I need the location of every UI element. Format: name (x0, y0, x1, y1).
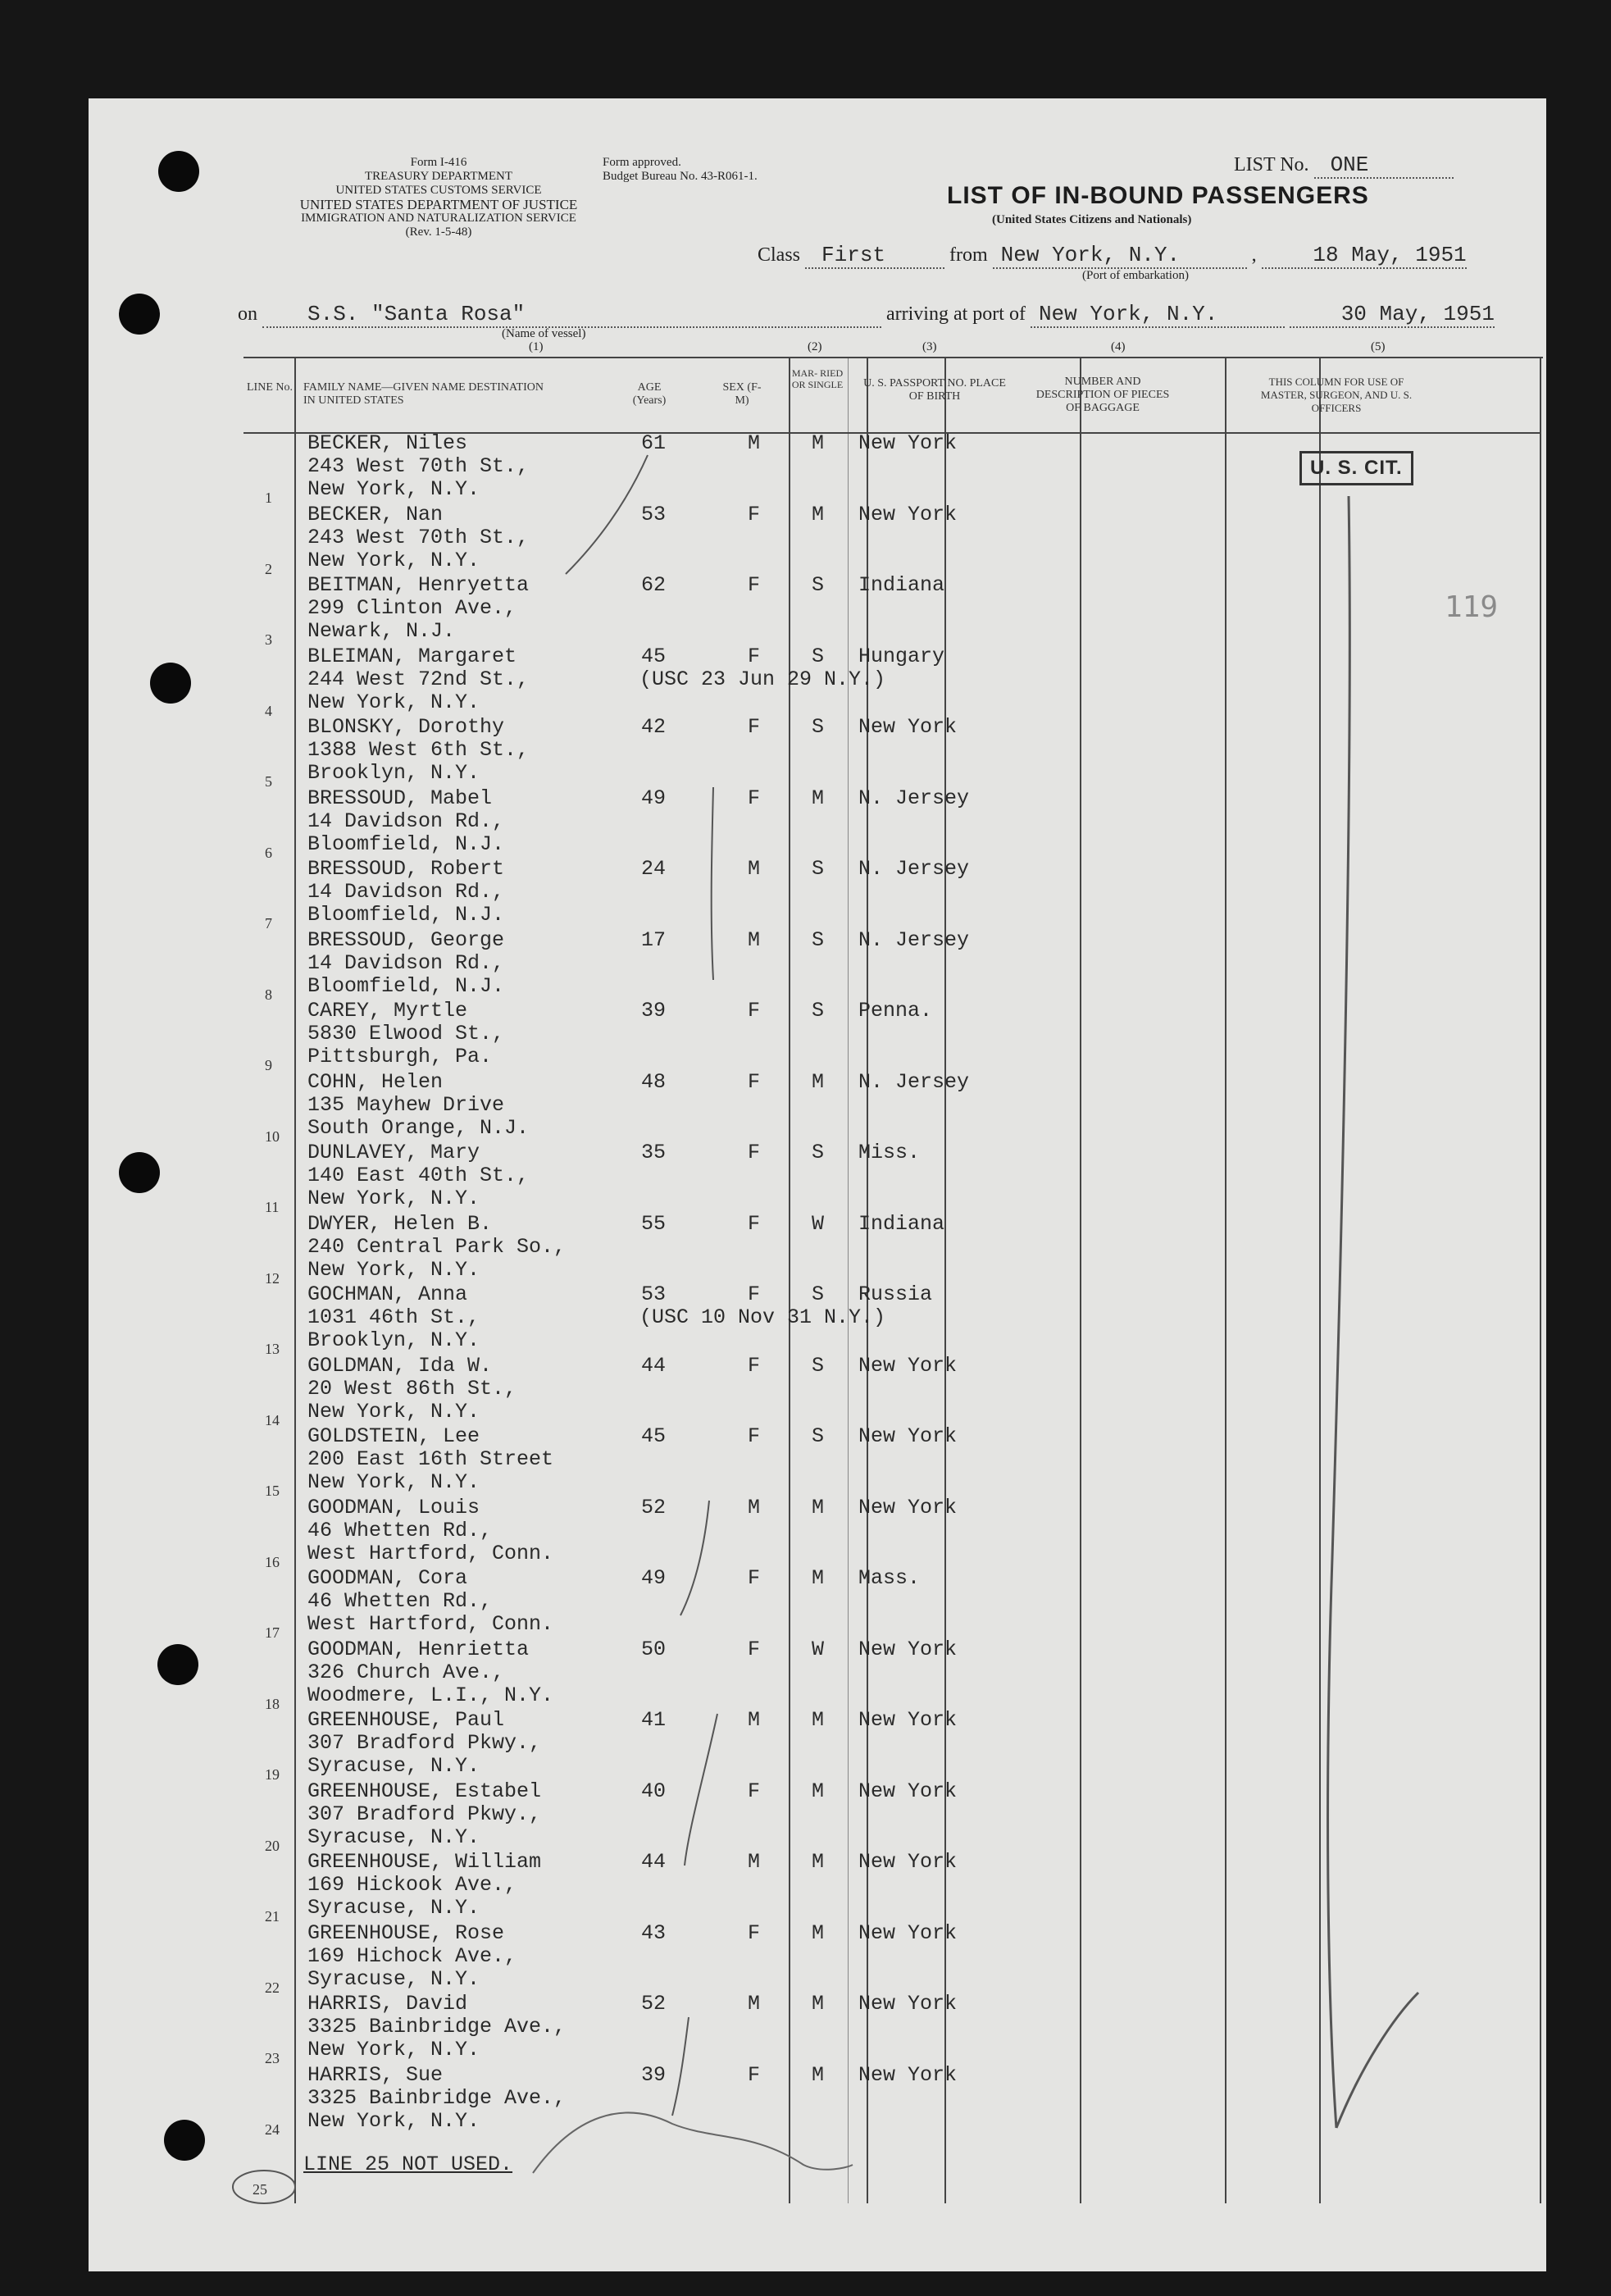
place-of-birth: New York (858, 1353, 958, 1378)
passenger-name: DWYER, Helen B. (307, 1211, 493, 1236)
address-city: Brooklyn, N.Y. (307, 761, 480, 785)
marital-status: M (812, 1920, 825, 1945)
passenger-sex: M (748, 927, 761, 952)
passenger-age: 40 (641, 1779, 667, 1803)
punch-hole (157, 1644, 198, 1685)
passenger-sex: M (748, 431, 761, 455)
address-street: 3325 Bainbridge Ave., (307, 2085, 567, 2110)
col-num-5: (5) (1371, 340, 1386, 353)
place-of-birth: New York (858, 1424, 958, 1448)
col-header-age: AGE (Years) (632, 381, 667, 407)
place-of-birth: New York (858, 1495, 958, 1519)
address-city: New York, N.Y. (307, 1399, 480, 1424)
arrival-port: New York, N.Y. (1031, 302, 1285, 328)
line-number: 13 (265, 1341, 280, 1357)
col-num-4: (4) (1111, 340, 1126, 353)
line-number: 4 (265, 702, 272, 719)
passenger-age: 35 (641, 1141, 667, 1164)
citizenship-note: (USC 10 Nov 31 N.Y.) (639, 1305, 886, 1329)
vessel-caption: (Name of vessel) (502, 327, 586, 340)
address-city: Bloomfield, N.J. (307, 903, 505, 927)
address-street: 140 East 40th St., (307, 1164, 530, 1187)
address-street: 299 Clinton Ave., (307, 596, 517, 620)
passenger-sex: F (748, 1282, 761, 1306)
embark-caption: (Port of embarkation) (1082, 269, 1189, 282)
line-number: 25 (253, 2181, 267, 2198)
punch-hole (119, 1152, 160, 1193)
line-number: 20 (265, 1837, 280, 1854)
passenger-age: 42 (641, 715, 667, 739)
passenger-name: HARRIS, David (307, 1992, 468, 2016)
address-street: 14 Davidson Rd., (307, 950, 505, 975)
punch-hole (164, 2120, 205, 2161)
col-header-name: FAMILY NAME—GIVEN NAME DESTINATION IN UNITED STATES (303, 381, 544, 407)
list-label: LIST No. (1234, 154, 1309, 175)
passenger-age: 49 (641, 1566, 667, 1590)
marital-status: M (812, 2062, 825, 2087)
marital-status: M (812, 1779, 825, 1803)
form-number: Form I-416 (410, 156, 467, 169)
address-city: Woodmere, L.I., N.Y. (307, 1683, 554, 1707)
passenger-sex: F (748, 573, 761, 597)
marital-status: M (812, 1069, 825, 1094)
passenger-age: 48 (641, 1069, 667, 1094)
address-street: 169 Hichock Ave., (307, 1943, 517, 1968)
embark-port: New York, N.Y. (993, 243, 1247, 269)
address-city: New York, N.Y. (307, 548, 480, 572)
line-number: 23 (265, 2050, 280, 2066)
passenger-sex: F (748, 1920, 761, 1945)
embark-date: 18 May, 1951 (1262, 243, 1467, 269)
citizenship-note: (USC 23 Jun 29 N.Y.) (639, 667, 886, 691)
line-number: 6 (265, 844, 272, 861)
line-number: 1 (265, 490, 272, 506)
place-of-birth: New York (858, 502, 958, 526)
col-num-1: (1) (529, 340, 544, 353)
passenger-age: 55 (641, 1211, 667, 1236)
place-of-birth: Indiana (858, 573, 945, 597)
col-header-married: MAR- RIED OR SINGLE (791, 367, 844, 390)
passenger-sex: M (748, 857, 761, 881)
passenger-sex: F (748, 786, 761, 810)
place-of-birth: N. Jersey (858, 1069, 970, 1094)
passenger-name: BRESSOUD, Mabel (307, 786, 493, 810)
line-number: 21 (265, 1908, 280, 1925)
line-number: 19 (265, 1766, 280, 1783)
passenger-name: DUNLAVEY, Mary (307, 1141, 480, 1164)
marital-status: W (812, 1211, 825, 1236)
address-street: 3325 Bainbridge Ave., (307, 2015, 567, 2039)
passenger-age: 45 (641, 1424, 667, 1448)
passenger-age: 44 (641, 1353, 667, 1378)
place-of-birth: New York (858, 1637, 958, 1661)
list-number: ONE (1314, 153, 1454, 179)
passenger-name: GREENHOUSE, Estabel (307, 1779, 542, 1803)
passenger-name: BECKER, Niles (307, 431, 468, 455)
line-number: 17 (265, 1624, 280, 1641)
address-city: Brooklyn, N.Y. (307, 1328, 480, 1352)
col-num-2: (2) (808, 340, 822, 353)
marital-status: M (812, 1992, 825, 2016)
place-of-birth: New York (858, 431, 958, 455)
passenger-age: 50 (641, 1637, 667, 1661)
marital-status: M (812, 1850, 825, 1874)
form-approved: Form approved. (603, 156, 681, 169)
marital-status: M (812, 502, 825, 526)
address-street: 14 Davidson Rd., (307, 880, 505, 904)
passenger-name: BLONSKY, Dorothy (307, 715, 505, 739)
address-street: 169 Hickook Ave., (307, 1873, 517, 1897)
line-number: 3 (265, 631, 272, 648)
passenger-sex: F (748, 715, 761, 739)
address-city: New York, N.Y. (307, 1470, 480, 1494)
treasury-dept: TREASURY DEPARTMENT (364, 170, 513, 183)
us-citizen-stamp: U. S. CIT. (1299, 451, 1413, 485)
address-street: 326 Church Ave., (307, 1660, 505, 1684)
passenger-sex: F (748, 1069, 761, 1094)
address-city: South Orange, N.J. (307, 1115, 530, 1140)
address-city: New York, N.Y. (307, 477, 480, 501)
line-25-note: LINE 25 NOT USED. (303, 2152, 513, 2176)
address-street: 200 East 16th Street (307, 1447, 554, 1471)
address-street: 1031 46th St., (307, 1305, 480, 1329)
passenger-sex: F (748, 1637, 761, 1661)
passenger-name: GOCHMAN, Anna (307, 1282, 468, 1306)
passenger-age: 39 (641, 999, 667, 1023)
passenger-name: GOLDMAN, Ida W. (307, 1353, 493, 1378)
passenger-age: 62 (641, 573, 667, 597)
address-city: West Hartford, Conn. (307, 1541, 554, 1565)
place-of-birth: Mass. (858, 1566, 921, 1590)
passenger-sex: F (748, 1424, 761, 1448)
address-city: Syracuse, N.Y. (307, 1824, 480, 1849)
address-city: New York, N.Y. (307, 690, 480, 714)
passenger-name: GREENHOUSE, Rose (307, 1920, 505, 1945)
line-number: 12 (265, 1269, 280, 1287)
place-of-birth: New York (858, 1850, 958, 1874)
marital-status: S (812, 857, 825, 881)
col-header-sex: SEX (F-M) (722, 381, 762, 407)
passenger-sex: F (748, 1566, 761, 1590)
place-of-birth: Penna. (858, 999, 933, 1023)
address-street: 307 Bradford Pkwy., (307, 1731, 542, 1755)
class-value: First (805, 243, 944, 269)
marital-status: M (812, 1566, 825, 1590)
address-city: Syracuse, N.Y. (307, 1966, 480, 1991)
address-street: 135 Mayhew Drive (307, 1092, 505, 1117)
marital-status: S (812, 1424, 825, 1448)
address-street: 243 West 70th St., (307, 454, 530, 478)
passenger-name: BRESSOUD, Robert (307, 857, 505, 881)
marital-status: S (812, 1141, 825, 1164)
passenger-age: 61 (641, 431, 667, 455)
col-header-baggage: NUMBER AND DESCRIPTION OF PIECES OF BAGGAGE (1035, 376, 1170, 414)
line-number: 9 (265, 1057, 272, 1073)
passenger-age: 44 (641, 1850, 667, 1874)
place-of-birth: N. Jersey (858, 786, 970, 810)
punch-hole (119, 294, 160, 335)
passenger-name: GREENHOUSE, Paul (307, 1708, 505, 1732)
passenger-name: HARRIS, Sue (307, 2062, 444, 2087)
line-number: 10 (265, 1128, 280, 1145)
line-number: 22 (265, 1979, 280, 1996)
customs-service: UNITED STATES CUSTOMS SERVICE (335, 184, 542, 197)
line-number: 24 (265, 2121, 280, 2138)
ins-service: IMMIGRATION AND NATURALIZATION SERVICE (301, 212, 576, 225)
arriving-label: arriving at port of (886, 303, 1026, 325)
marital-status: S (812, 927, 825, 952)
line-number: 15 (265, 1483, 280, 1499)
address-city: Newark, N.J. (307, 619, 456, 643)
address-street: 240 Central Park So., (307, 1234, 567, 1259)
place-of-birth: New York (858, 1992, 958, 2016)
place-of-birth: New York (858, 2062, 958, 2087)
marital-status: W (812, 1637, 825, 1661)
address-city: Syracuse, N.Y. (307, 1754, 480, 1778)
passenger-sex: F (748, 1353, 761, 1378)
address-city: New York, N.Y. (307, 2108, 480, 2133)
line-number: 14 (265, 1411, 280, 1428)
place-of-birth: New York (858, 1708, 958, 1732)
address-street: 46 Whetten Rd., (307, 1518, 493, 1542)
passenger-age: 45 (641, 644, 667, 668)
vessel-name: S.S. "Santa Rosa" (262, 302, 881, 328)
arrival-date: 30 May, 1951 (1290, 302, 1495, 328)
col-header-officers: THIS COLUMN FOR USE OF MASTER, SURGEON, AND U. S. OFFICERS (1260, 376, 1413, 414)
address-city: New York, N.Y. (307, 1257, 480, 1282)
passenger-name: BLEIMAN, Margaret (307, 644, 517, 668)
col-header-passport: U. S. PASSPORT NO. PLACE OF BIRTH (863, 377, 1006, 403)
col-header-line: LINE No. (247, 381, 293, 394)
passenger-sex: F (748, 1141, 761, 1164)
address-city: Bloomfield, N.J. (307, 973, 505, 998)
revision: (Rev. 1-5-48) (405, 226, 472, 239)
marital-status: M (812, 1495, 825, 1519)
passenger-sex: M (748, 1992, 761, 2016)
passenger-age: 53 (641, 502, 667, 526)
address-street: 1388 West 6th St., (307, 738, 530, 762)
passenger-name: GOODMAN, Cora (307, 1566, 468, 1590)
line-number: 7 (265, 915, 272, 932)
col-num-3: (3) (922, 340, 937, 353)
passenger-sex: F (748, 502, 761, 526)
passenger-sex: M (748, 1495, 761, 1519)
form-title: LIST OF IN-BOUND PASSENGERS (947, 182, 1369, 209)
address-street: 244 West 72nd St., (307, 667, 530, 691)
address-street: 5830 Elwood St., (307, 1022, 505, 1046)
address-street: 14 Davidson Rd., (307, 809, 505, 833)
address-street: 243 West 70th St., (307, 525, 530, 549)
address-city: Pittsburgh, Pa. (307, 1045, 493, 1068)
form-subtitle: (United States Citizens and Nationals) (992, 213, 1192, 226)
address-city: Syracuse, N.Y. (307, 1896, 480, 1920)
passenger-age: 43 (641, 1920, 667, 1945)
line-number: 8 (265, 986, 272, 1003)
passenger-name: BECKER, Nan (307, 502, 444, 526)
place-of-birth: Hungary (858, 644, 945, 668)
passenger-name: CAREY, Myrtle (307, 999, 468, 1023)
marital-status: S (812, 1353, 825, 1378)
marital-status: M (812, 786, 825, 810)
place-of-birth: N. Jersey (858, 857, 970, 881)
passenger-age: 17 (641, 927, 667, 952)
passenger-sex: F (748, 999, 761, 1023)
place-of-birth: New York (858, 1920, 958, 1945)
passenger-sex: F (748, 1779, 761, 1803)
line-number: 5 (265, 773, 272, 790)
passenger-sex: F (748, 644, 761, 668)
passenger-name: GOODMAN, Henrietta (307, 1637, 530, 1661)
marital-status: M (812, 1708, 825, 1732)
passenger-sex: F (748, 2062, 761, 2087)
marital-status: M (812, 431, 825, 455)
marital-status: S (812, 715, 825, 739)
place-of-birth: N. Jersey (858, 927, 970, 952)
passenger-name: GOLDSTEIN, Lee (307, 1424, 480, 1448)
punch-hole (150, 663, 191, 704)
passenger-name: BEITMAN, Henryetta (307, 573, 530, 597)
on-label: on (238, 303, 257, 325)
passenger-sex: M (748, 1850, 761, 1874)
punch-hole (158, 151, 199, 192)
class-label: Class (758, 244, 801, 266)
marital-status: S (812, 999, 825, 1023)
passenger-name: GOODMAN, Louis (307, 1495, 480, 1519)
place-of-birth: Miss. (858, 1141, 921, 1164)
passenger-name: COHN, Helen (307, 1069, 444, 1094)
passenger-age: 41 (641, 1708, 667, 1732)
passenger-name: GREENHOUSE, William (307, 1850, 542, 1874)
marital-status: S (812, 573, 825, 597)
passenger-age: 53 (641, 1282, 667, 1306)
passenger-age: 24 (641, 857, 667, 881)
line-number: 18 (265, 1695, 280, 1712)
passenger-sex: F (748, 1211, 761, 1236)
place-of-birth: New York (858, 715, 958, 739)
line-number: 16 (265, 1553, 280, 1570)
passenger-sex: M (748, 1708, 761, 1732)
address-city: West Hartford, Conn. (307, 1612, 554, 1636)
passenger-age: 52 (641, 1495, 667, 1519)
address-street: 20 West 86th St., (307, 1376, 517, 1401)
line-number: 11 (265, 1199, 280, 1215)
passenger-age: 52 (641, 1992, 667, 2016)
address-city: New York, N.Y. (307, 1187, 480, 1210)
address-street: 46 Whetten Rd., (307, 1589, 493, 1613)
passenger-age: 49 (641, 786, 667, 810)
place-of-birth: Russia (858, 1282, 933, 1306)
passenger-name: BRESSOUD, George (307, 927, 505, 952)
address-city: Bloomfield, N.J. (307, 831, 505, 856)
address-street: 307 Bradford Pkwy., (307, 1802, 542, 1826)
justice-dept: UNITED STATES DEPARTMENT OF JUSTICE (299, 197, 578, 212)
from-label: from (949, 244, 988, 266)
place-of-birth: New York (858, 1779, 958, 1803)
marital-status: S (812, 644, 825, 668)
place-of-birth: Indiana (858, 1211, 945, 1236)
line-number: 2 (265, 560, 272, 577)
marital-status: S (812, 1282, 825, 1306)
budget-bureau: Budget Bureau No. 43-R061-1. (603, 170, 758, 183)
address-city: New York, N.Y. (307, 2038, 480, 2061)
margin-number: 119 (1445, 590, 1499, 624)
passenger-age: 39 (641, 2062, 667, 2087)
